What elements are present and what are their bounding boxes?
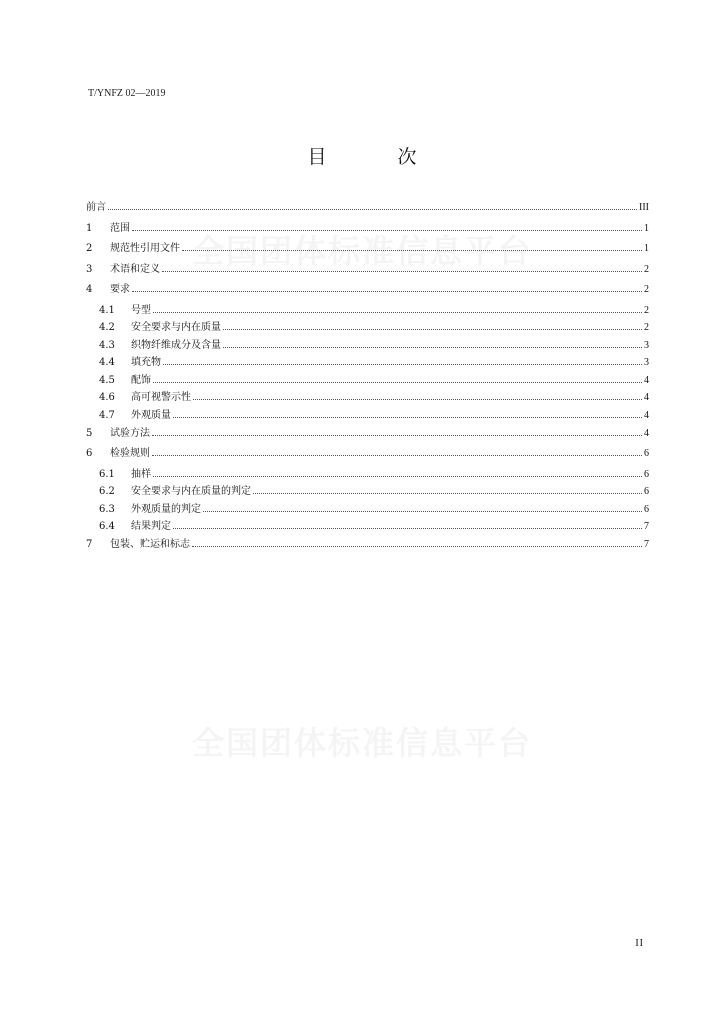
- toc-entry-page: 4: [644, 427, 649, 439]
- toc-entry-number: 5: [86, 427, 93, 439]
- toc-entry[interactable]: [86, 221, 649, 242]
- toc-entry-page: 2: [644, 263, 649, 275]
- toc-entry-number: 4.6: [99, 392, 115, 404]
- toc-entry-number: 2: [86, 243, 93, 254]
- toc-entry-page: 4: [644, 374, 649, 386]
- toc-leader-dots: [153, 381, 642, 383]
- toc-entry-number: 4.5: [99, 374, 115, 386]
- toc-entry[interactable]: [86, 390, 649, 408]
- document-code: T/YNFZ 02—2019: [88, 88, 166, 99]
- toc-entry-page: 7: [644, 521, 649, 533]
- toc-entry-label: 外观质量: [131, 410, 171, 422]
- toc-entry-page: 3: [644, 339, 649, 351]
- watermark: 全国团体标准信息平台: [191, 724, 532, 762]
- toc-leader-dots: [223, 328, 642, 330]
- toc-entry[interactable]: [86, 355, 649, 373]
- toc-leader-dots: [132, 290, 642, 292]
- toc-entry[interactable]: [86, 320, 649, 338]
- toc-entry[interactable]: [86, 262, 649, 283]
- watermark: 全国团体标准信息平台: [191, 232, 532, 270]
- toc-entry-label: 范围: [110, 222, 130, 234]
- toc-entry-label: 配饰: [131, 374, 151, 386]
- toc-entry-label: 试验方法: [110, 427, 150, 439]
- toc-entry-label: 前言: [86, 202, 106, 213]
- toc-leader-dots: [152, 454, 642, 456]
- toc-entry-page: 2: [644, 284, 649, 295]
- toc-entry-number: 7: [86, 539, 93, 551]
- toc-leader-dots: [192, 545, 642, 547]
- toc-entry[interactable]: [86, 303, 649, 321]
- page-number: II: [635, 938, 644, 949]
- toc-entry-page: III: [639, 202, 649, 213]
- toc-entry-page: 6: [644, 468, 649, 480]
- toc-entry-number: 4.7: [99, 410, 115, 422]
- toc-entry-number: 6.1: [99, 468, 115, 480]
- toc-entry-label: 结果判定: [131, 521, 171, 533]
- toc-entry-number: 3: [86, 263, 93, 275]
- page-title: 目 次: [307, 146, 443, 168]
- toc-leader-dots: [132, 229, 642, 231]
- toc-entry-page: 3: [644, 357, 649, 369]
- toc-entry[interactable]: [86, 446, 649, 467]
- toc-leader-dots: [223, 346, 642, 348]
- toc-entry-label: 术语和定义: [110, 263, 160, 275]
- toc-entry-page: 6: [644, 486, 649, 498]
- toc-entry[interactable]: [86, 338, 649, 356]
- toc-entry[interactable]: [86, 426, 649, 447]
- toc-entry-page: 1: [644, 243, 649, 254]
- toc-leader-dots: [152, 434, 642, 436]
- toc-leader-dots: [203, 510, 642, 512]
- toc-entry[interactable]: [86, 484, 649, 502]
- toc-entry-label: 填充物: [131, 357, 161, 369]
- toc-entry-label: 规范性引用文件: [110, 243, 180, 254]
- toc-entry[interactable]: [86, 519, 649, 537]
- toc-entry-page: 7: [644, 539, 649, 551]
- toc-leader-dots: [173, 416, 642, 418]
- toc-entry[interactable]: [86, 408, 649, 426]
- toc-entry-page: 4: [644, 392, 649, 404]
- toc-leader-dots: [193, 398, 642, 400]
- toc-entry-number: 1: [86, 222, 93, 234]
- toc-leader-dots: [163, 363, 642, 365]
- toc-leader-dots: [108, 208, 637, 210]
- toc-entry-label: 外观质量的判定: [131, 503, 201, 515]
- toc-entry[interactable]: [86, 537, 649, 558]
- toc-entry[interactable]: [86, 467, 649, 485]
- toc-entry-number: 6.2: [99, 486, 115, 498]
- toc-entry-page: 6: [644, 448, 649, 460]
- toc-leader-dots: [253, 492, 642, 494]
- toc-entry-label: 织物纤维成分及含量: [131, 339, 221, 351]
- toc-entry[interactable]: [86, 282, 649, 303]
- toc-entry-page: 1: [644, 222, 649, 234]
- toc-entry-number: 4.1: [99, 304, 115, 316]
- toc-entry-label: 包装、贮运和标志: [110, 539, 190, 551]
- toc-entry[interactable]: [86, 502, 649, 520]
- toc-leader-dots: [173, 527, 642, 529]
- toc-entry-number: 6.4: [99, 521, 115, 533]
- toc-entry-number: 4.2: [99, 322, 115, 334]
- toc-entry-number: 4.3: [99, 339, 115, 351]
- toc-entry-label: 高可视警示性: [131, 392, 191, 404]
- toc-entry-number: 4: [86, 284, 93, 295]
- toc-entry-label: 号型: [131, 304, 151, 316]
- toc-entry-label: 安全要求与内在质量: [131, 322, 221, 334]
- toc-leader-dots: [182, 249, 642, 251]
- table-of-contents: [86, 200, 649, 558]
- toc-entry[interactable]: [86, 373, 649, 391]
- toc-leader-dots: [153, 475, 642, 477]
- toc-entry-number: 6: [86, 448, 93, 460]
- toc-entry-page: 2: [644, 304, 649, 316]
- toc-entry-label: 抽样: [131, 468, 151, 480]
- toc-entry[interactable]: [86, 200, 649, 221]
- toc-leader-dots: [162, 270, 642, 272]
- toc-leader-dots: [153, 311, 642, 313]
- toc-entry-number: 6.3: [99, 503, 115, 515]
- toc-entry-label: 检验规则: [110, 448, 150, 460]
- toc-entry[interactable]: [86, 241, 649, 262]
- toc-entry-label: 安全要求与内在质量的判定: [131, 486, 251, 498]
- toc-entry-number: 4.4: [99, 357, 115, 369]
- toc-entry-page: 4: [644, 410, 649, 422]
- toc-entry-page: 6: [644, 503, 649, 515]
- toc-entry-page: 2: [644, 322, 649, 334]
- toc-entry-label: 要求: [110, 284, 130, 295]
